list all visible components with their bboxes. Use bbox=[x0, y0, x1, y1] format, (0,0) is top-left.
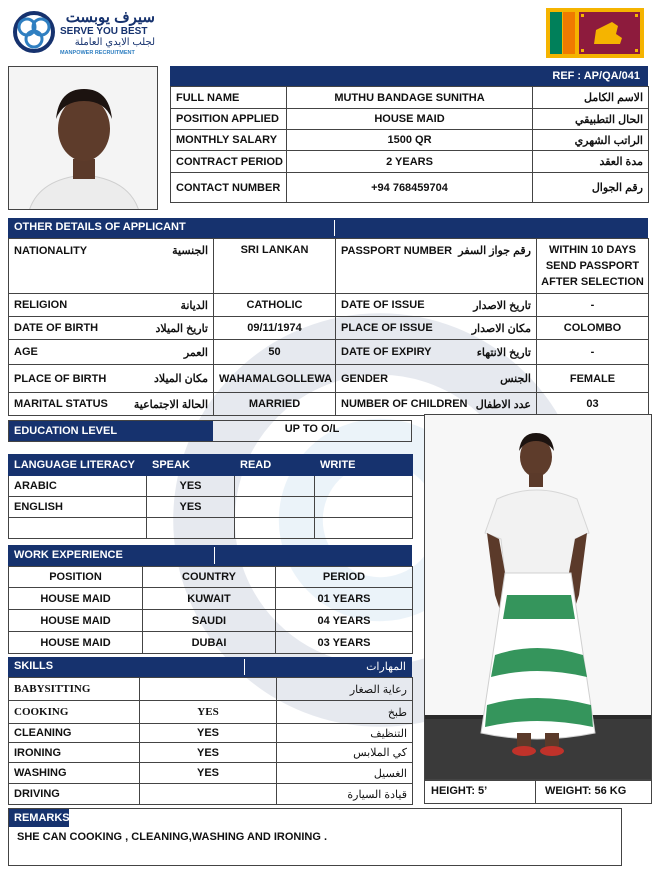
table-row bbox=[9, 518, 413, 539]
speak-header: SPEAK bbox=[147, 455, 235, 476]
full-name-label: FULL NAME bbox=[171, 87, 287, 109]
language-speak bbox=[147, 518, 235, 539]
monthly-salary-value: 1500 QR bbox=[287, 130, 533, 151]
table-row bbox=[9, 743, 413, 763]
skill-arabic: كي الملابس bbox=[277, 743, 413, 763]
date-of-issue-value: - bbox=[537, 294, 649, 317]
contract-period-value: 2 YEARS bbox=[287, 151, 533, 173]
table-row bbox=[171, 173, 649, 203]
table-row bbox=[171, 130, 649, 151]
nationality-arabic: الجنسية bbox=[172, 245, 208, 257]
place-of-birth-label: PLACE OF BIRTH bbox=[14, 372, 107, 385]
number-of-children-label: NUMBER OF CHILDREN bbox=[341, 398, 468, 410]
skill-name: COOKING bbox=[9, 701, 140, 724]
table-row bbox=[9, 317, 649, 340]
skill-name: DRIVING bbox=[9, 784, 140, 805]
table-row bbox=[9, 610, 413, 632]
table-row bbox=[9, 365, 649, 393]
date-of-birth-label: DATE OF BIRTH bbox=[14, 322, 99, 334]
remarks-header: REMARKS bbox=[9, 809, 69, 827]
work-experience-title: WORK EXPERIENCE bbox=[14, 549, 123, 561]
skill-arabic: التنظيف bbox=[277, 724, 413, 743]
date-of-expiry-label: DATE OF EXPIRY bbox=[341, 346, 432, 358]
table-row bbox=[9, 724, 413, 743]
contact-number-arabic: رقم الجوال bbox=[533, 173, 649, 203]
write-header: WRITE bbox=[315, 455, 413, 476]
place-of-issue-value: COLOMBO bbox=[537, 317, 649, 340]
date-of-expiry-value: - bbox=[537, 340, 649, 365]
passport-number-arabic: رقم جواز السفر bbox=[458, 245, 531, 257]
language-table bbox=[8, 454, 413, 539]
table-row bbox=[9, 393, 649, 416]
date-of-issue-label: DATE OF ISSUE bbox=[341, 299, 425, 311]
place-of-issue-label: PLACE OF ISSUE bbox=[341, 322, 433, 334]
full-name-value: MUTHU BANDAGE SUNITHA bbox=[287, 87, 533, 109]
table-row bbox=[9, 632, 413, 654]
read-header: READ bbox=[235, 455, 315, 476]
place-of-issue-arabic: مكان الاصدار bbox=[471, 322, 531, 335]
date-of-expiry-arabic: تاريخ الانتهاء bbox=[476, 346, 531, 359]
work-position: HOUSE MAID bbox=[9, 588, 143, 610]
language-speak: YES bbox=[147, 497, 235, 518]
position-column-header: POSITION bbox=[9, 567, 143, 588]
education-row bbox=[8, 420, 412, 442]
language-header: LANGUAGE LITERACY bbox=[9, 455, 147, 476]
position-applied-label: POSITION APPLIED bbox=[171, 109, 287, 130]
skills-header bbox=[8, 657, 412, 677]
work-experience-header bbox=[8, 545, 412, 566]
contact-number-label: CONTACT NUMBER bbox=[171, 173, 287, 203]
skill-arabic: الغسيل bbox=[277, 763, 413, 784]
contract-period-label: CONTRACT PERIOD bbox=[171, 151, 287, 173]
other-details-header bbox=[8, 218, 648, 238]
applicant-full-body-photo bbox=[424, 414, 652, 780]
monthly-salary-arabic: الراتب الشهري bbox=[533, 130, 649, 151]
sri-lanka-flag-icon bbox=[546, 8, 644, 58]
skill-name: CLEANING bbox=[9, 724, 140, 743]
skill-value: YES bbox=[140, 724, 277, 743]
gender-arabic: الجنس bbox=[500, 373, 531, 385]
religion-label: RELIGION bbox=[14, 299, 68, 311]
work-country: DUBAI bbox=[143, 632, 276, 654]
ref-number: REF : AP/QA/041 bbox=[552, 70, 640, 82]
work-position: HOUSE MAID bbox=[9, 610, 143, 632]
language-name: ENGLISH bbox=[9, 497, 147, 518]
language-speak: YES bbox=[147, 476, 235, 497]
age-arabic: العمر bbox=[183, 346, 208, 359]
age-value: 50 bbox=[214, 340, 336, 365]
table-row bbox=[9, 678, 413, 701]
gender-label: GENDER bbox=[341, 372, 389, 385]
applicant-portrait-photo bbox=[8, 66, 158, 210]
marital-status-label: MARITAL STATUS bbox=[14, 398, 108, 410]
nationality-label: NATIONALITY bbox=[14, 244, 88, 257]
place-of-birth-value: WAHAMALGOLLEWA bbox=[214, 365, 336, 393]
passport-number-label: PASSPORT NUMBER bbox=[341, 244, 453, 257]
date-of-birth-arabic: تاريخ الميلاد bbox=[155, 322, 208, 335]
skill-value bbox=[140, 678, 277, 701]
skill-arabic: قيادة السيارة bbox=[277, 784, 413, 805]
language-name: ARABIC bbox=[9, 476, 147, 497]
table-row bbox=[9, 763, 413, 784]
nationality-value: SRI LANKAN bbox=[214, 239, 336, 294]
education-label: EDUCATION LEVEL bbox=[9, 421, 213, 441]
ref-bar bbox=[170, 66, 648, 86]
number-of-children-value: 03 bbox=[537, 393, 649, 416]
table-row bbox=[9, 340, 649, 365]
table-row bbox=[9, 294, 649, 317]
table-row bbox=[9, 784, 413, 805]
language-read bbox=[235, 476, 315, 497]
education-value: UP TO O/L bbox=[284, 423, 340, 435]
skills-title-arabic: المهارات bbox=[366, 661, 406, 673]
work-period: 01 YEARS bbox=[276, 588, 413, 610]
monthly-salary-label: MONTHLY SALARY bbox=[171, 130, 287, 151]
contract-period-arabic: مدة العقد bbox=[533, 151, 649, 173]
gender-value: FEMALE bbox=[537, 365, 649, 393]
skill-arabic: رعاية الصغار bbox=[277, 678, 413, 701]
religion-arabic: الديانة bbox=[180, 299, 208, 312]
work-experience-table bbox=[8, 566, 413, 654]
table-row bbox=[9, 567, 413, 588]
table-row bbox=[171, 109, 649, 130]
work-period: 04 YEARS bbox=[276, 610, 413, 632]
language-read bbox=[235, 518, 315, 539]
marital-status-value: MARRIED bbox=[214, 393, 336, 416]
table-row bbox=[171, 87, 649, 109]
table-row bbox=[171, 151, 649, 173]
table-row bbox=[9, 455, 413, 476]
work-position: HOUSE MAID bbox=[9, 632, 143, 654]
logo-tagline: MANPOWER RECRUITMENT bbox=[60, 50, 135, 56]
country-column-header: COUNTRY bbox=[143, 567, 276, 588]
religion-value: CATHOLIC bbox=[214, 294, 336, 317]
language-write bbox=[315, 476, 413, 497]
skill-value: YES bbox=[140, 743, 277, 763]
date-of-issue-arabic: تاريخ الاصدار bbox=[473, 299, 531, 312]
marital-status-arabic: الحالة الاجتماعية bbox=[133, 398, 208, 411]
skill-value bbox=[140, 784, 277, 805]
table-row bbox=[9, 497, 413, 518]
skills-table bbox=[8, 677, 413, 805]
table-row bbox=[9, 239, 649, 294]
number-of-children-arabic: عدد الاطفال bbox=[475, 398, 531, 411]
work-country: SAUDI bbox=[143, 610, 276, 632]
skill-name: WASHING bbox=[9, 763, 140, 784]
company-logo bbox=[12, 8, 192, 58]
skill-arabic: طبخ bbox=[277, 701, 413, 724]
other-details-title: OTHER DETAILS OF APPLICANT bbox=[14, 221, 186, 233]
language-write bbox=[315, 497, 413, 518]
logo-arabic: سيرف يوبست bbox=[65, 9, 155, 26]
measurements-row bbox=[424, 780, 652, 804]
logo-arabic-sub: لجلب الايدي العاملة bbox=[74, 37, 155, 48]
position-applied-arabic: الحال التطبيقي bbox=[533, 109, 649, 130]
language-read bbox=[235, 497, 315, 518]
place-of-birth-arabic: مكان الميلاد bbox=[153, 373, 208, 385]
skills-title: SKILLS bbox=[14, 660, 54, 672]
logo-mark-icon bbox=[12, 10, 56, 54]
skill-value: YES bbox=[140, 763, 277, 784]
full-name-arabic: الاسم الكامل bbox=[533, 87, 649, 109]
remarks-text: SHE CAN COOKING , CLEANING,WASHING AND IRONING . bbox=[17, 831, 328, 843]
passport-number-value: WITHIN 10 DAYS SEND PASSPORT AFTER SELECTION bbox=[537, 239, 649, 294]
skill-name: BABYSITTING bbox=[9, 678, 140, 701]
date-of-birth-value: 09/11/1974 bbox=[214, 317, 336, 340]
table-row bbox=[9, 588, 413, 610]
contact-number-value: +94 768459704 bbox=[287, 173, 533, 203]
remarks-box bbox=[8, 808, 622, 866]
language-write bbox=[315, 518, 413, 539]
skill-value: YES bbox=[140, 701, 277, 724]
age-label: AGE bbox=[14, 346, 38, 358]
work-period: 03 YEARS bbox=[276, 632, 413, 654]
logo-name: SERVE YOU BEST bbox=[60, 26, 148, 37]
table-row bbox=[9, 476, 413, 497]
weight-value: WEIGHT: 56 KG bbox=[545, 785, 627, 797]
height-value: HEIGHT: 5’ bbox=[431, 785, 488, 797]
table-row bbox=[9, 701, 413, 724]
personal-info-table bbox=[170, 86, 649, 203]
period-column-header: PERIOD bbox=[276, 567, 413, 588]
other-details-table bbox=[8, 238, 649, 416]
skill-name: IRONING bbox=[9, 743, 140, 763]
language-name bbox=[9, 518, 147, 539]
position-applied-value: HOUSE MAID bbox=[287, 109, 533, 130]
work-country: KUWAIT bbox=[143, 588, 276, 610]
